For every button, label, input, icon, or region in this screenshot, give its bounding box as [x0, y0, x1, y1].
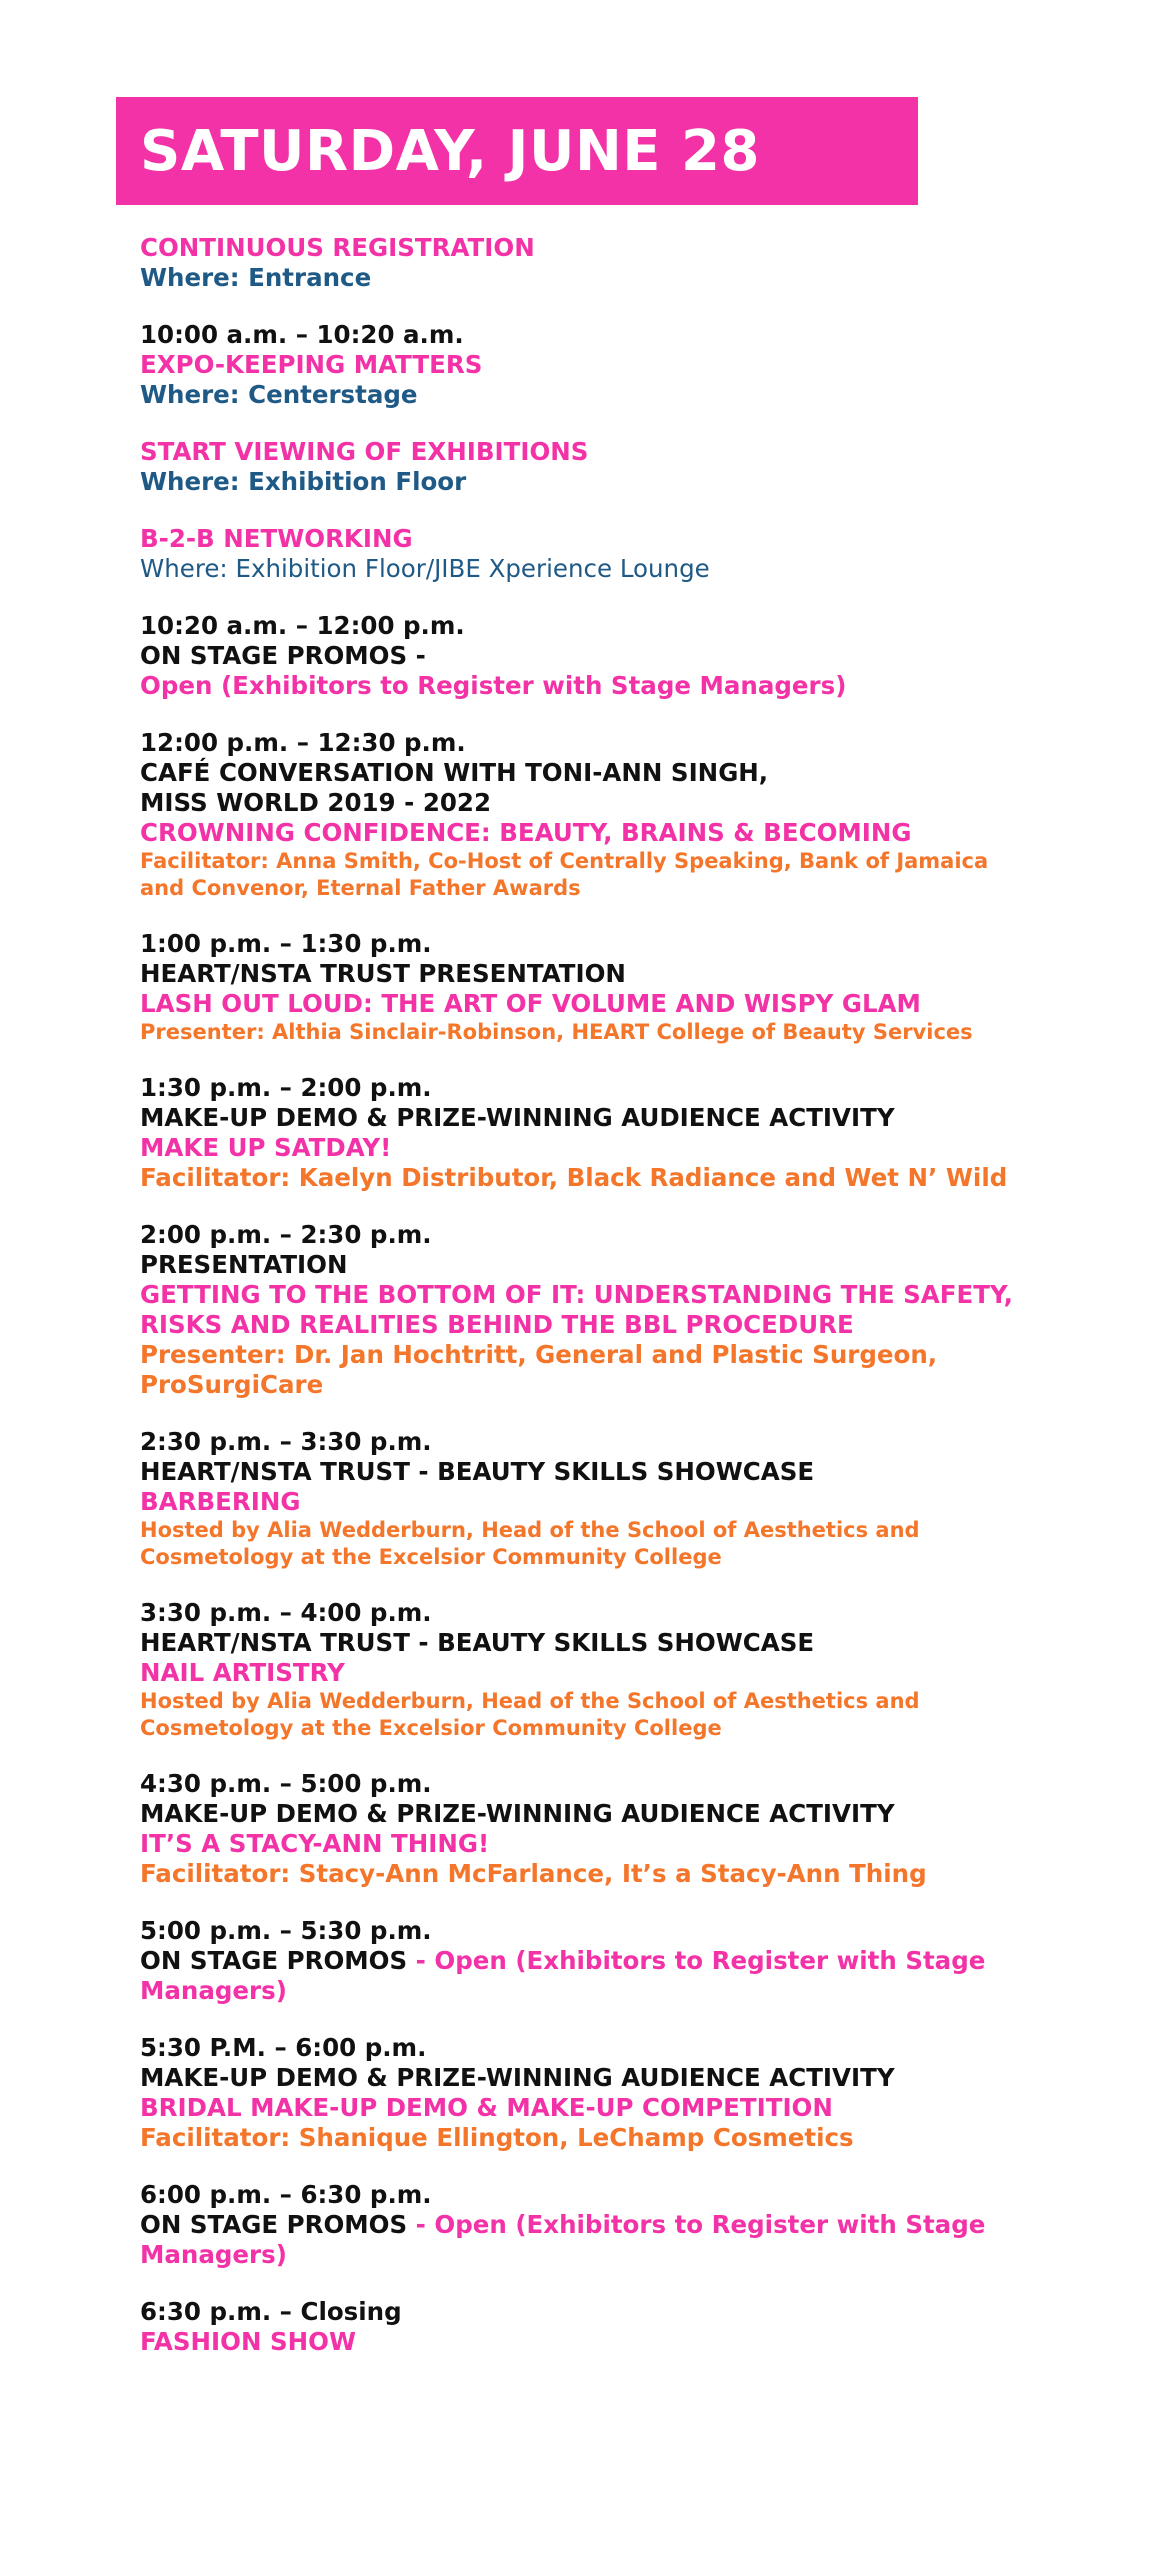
schedule-line: MAKE UP SATDAY! [140, 1133, 392, 1162]
schedule-line: HEART/NSTA TRUST PRESENTATION [140, 959, 626, 988]
schedule-item [140, 611, 1140, 701]
schedule-item [140, 437, 1140, 497]
schedule-line: 10:00 a.m. – 10:20 a.m. [140, 320, 464, 349]
schedule-line: 12:00 p.m. – 12:30 p.m. [140, 728, 466, 757]
schedule-item [140, 1073, 1140, 1193]
schedule-line: Managers) [140, 2240, 287, 2269]
schedule-line: Managers) [140, 1976, 287, 2005]
schedule-item [140, 728, 1140, 902]
schedule-line: Facilitator: Shanique Ellington, LeChamp Cosmetics [140, 2123, 854, 2152]
schedule-line: 2:00 p.m. – 2:30 p.m. [140, 1220, 432, 1249]
schedule-item [140, 2033, 1140, 2153]
schedule-line [140, 1946, 1140, 1976]
schedule-line: Hosted by Alia Wedderburn, Head of the School of Aesthetics and [140, 1689, 920, 1713]
schedule-line: 4:30 p.m. – 5:00 p.m. [140, 1769, 432, 1798]
schedule-line: FASHION SHOW [140, 2327, 357, 2356]
schedule-line: Facilitator: Anna Smith, Co-Host of Centrally Speaking, Bank of Jamaica [140, 849, 989, 873]
schedule-line: 6:00 p.m. – 6:30 p.m. [140, 2180, 432, 2209]
schedule-item [140, 1598, 1140, 1742]
schedule-line: 2:30 p.m. – 3:30 p.m. [140, 1427, 432, 1456]
schedule-line: Where: Exhibition Floor/JIBE Xperience Lounge [140, 554, 710, 583]
schedule-line: CAFÉ CONVERSATION WITH TONI-ANN SINGH, [140, 758, 769, 787]
schedule-line: MAKE-UP DEMO & PRIZE-WINNING AUDIENCE ACTIVITY [140, 2063, 895, 2092]
schedule-line: BRIDAL MAKE-UP DEMO & MAKE-UP COMPETITION [140, 2093, 833, 2122]
schedule-line: 3:30 p.m. – 4:00 p.m. [140, 1598, 432, 1627]
schedule-line: CROWNING CONFIDENCE: BEAUTY, BRAINS & BECOMING [140, 818, 912, 847]
schedule-line: Cosmetology at the Excelsior Community College [140, 1545, 722, 1569]
schedule-item [140, 524, 1140, 584]
schedule-line: 5:00 p.m. – 5:30 p.m. [140, 1916, 432, 1945]
schedule-line: ON STAGE PROMOS - [140, 641, 426, 670]
schedule-line: PRESENTATION [140, 1250, 348, 1279]
schedule-item [140, 2180, 1140, 2270]
schedule-list [140, 233, 1140, 2384]
schedule-line: LASH OUT LOUD: THE ART OF VOLUME AND WISPY GLAM [140, 989, 921, 1018]
schedule-line: GETTING TO THE BOTTOM OF IT: UNDERSTANDING THE SAFETY, [140, 1280, 1013, 1309]
schedule-item [140, 929, 1140, 1046]
schedule-line: EXPO-KEEPING MATTERS [140, 350, 483, 379]
schedule-line [140, 2210, 1140, 2240]
schedule-line: IT’S A STACY-ANN THING! [140, 1829, 490, 1858]
schedule-line: NAIL ARTISTRY [140, 1658, 345, 1687]
schedule-line-segment: - Open (Exhibitors to Register with Stage [407, 1946, 986, 1975]
schedule-item [140, 233, 1140, 293]
schedule-line: Where: Entrance [140, 263, 372, 292]
schedule-line-segment: ON STAGE PROMOS [140, 1946, 408, 1975]
schedule-line: START VIEWING OF EXHIBITIONS [140, 437, 589, 466]
schedule-line: MISS WORLD 2019 - 2022 [140, 788, 492, 817]
schedule-line: HEART/NSTA TRUST - BEAUTY SKILLS SHOWCASE [140, 1457, 815, 1486]
schedule-line: Where: Exhibition Floor [140, 467, 467, 496]
schedule-line: BARBERING [140, 1487, 301, 1516]
schedule-line: ProSurgiCare [140, 1370, 324, 1399]
schedule-line: Presenter: Althia Sinclair-Robinson, HEART College of Beauty Services [140, 1020, 973, 1044]
schedule-line: 1:00 p.m. – 1:30 p.m. [140, 929, 432, 958]
schedule-line: B-2-B NETWORKING [140, 524, 413, 553]
schedule-line: Cosmetology at the Excelsior Community College [140, 1716, 722, 1740]
schedule-line: Presenter: Dr. Jan Hochtritt, General and Plastic Surgeon, [140, 1340, 938, 1369]
schedule-item [140, 1427, 1140, 1571]
schedule-line: and Convenor, Eternal Father Awards [140, 876, 581, 900]
schedule-line: MAKE-UP DEMO & PRIZE-WINNING AUDIENCE ACTIVITY [140, 1103, 895, 1132]
schedule-line: 6:30 p.m. – Closing [140, 2297, 402, 2326]
date-banner [116, 97, 918, 205]
schedule-item [140, 1916, 1140, 2006]
schedule-line: RISKS AND REALITIES BEHIND THE BBL PROCEDURE [140, 1310, 854, 1339]
schedule-line: Facilitator: Stacy-Ann McFarlance, It’s a Stacy-Ann Thing [140, 1859, 927, 1888]
schedule-line: 5:30 P.M. – 6:00 p.m. [140, 2033, 427, 2062]
schedule-item [140, 320, 1140, 410]
schedule-line: MAKE-UP DEMO & PRIZE-WINNING AUDIENCE ACTIVITY [140, 1799, 895, 1828]
schedule-line: Open (Exhibitors to Register with Stage Managers) [140, 671, 847, 700]
schedule-line-segment: - Open (Exhibitors to Register with Stage [407, 2210, 986, 2239]
schedule-line-segment: ON STAGE PROMOS [140, 2210, 408, 2239]
schedule-line: HEART/NSTA TRUST - BEAUTY SKILLS SHOWCASE [140, 1628, 815, 1657]
schedule-line: 1:30 p.m. – 2:00 p.m. [140, 1073, 432, 1102]
schedule-line: CONTINUOUS REGISTRATION [140, 233, 535, 262]
schedule-item [140, 1769, 1140, 1889]
schedule-item [140, 1220, 1140, 1400]
schedule-line: Facilitator: Kaelyn Distributor, Black Radiance and Wet N’ Wild [140, 1163, 1008, 1192]
schedule-line: Hosted by Alia Wedderburn, Head of the School of Aesthetics and [140, 1518, 920, 1542]
schedule-line: Where: Centerstage [140, 380, 418, 409]
schedule-line: 10:20 a.m. – 12:00 p.m. [140, 611, 465, 640]
schedule-item [140, 2297, 1140, 2357]
page-title: SATURDAY, JUNE 28 [140, 118, 760, 184]
